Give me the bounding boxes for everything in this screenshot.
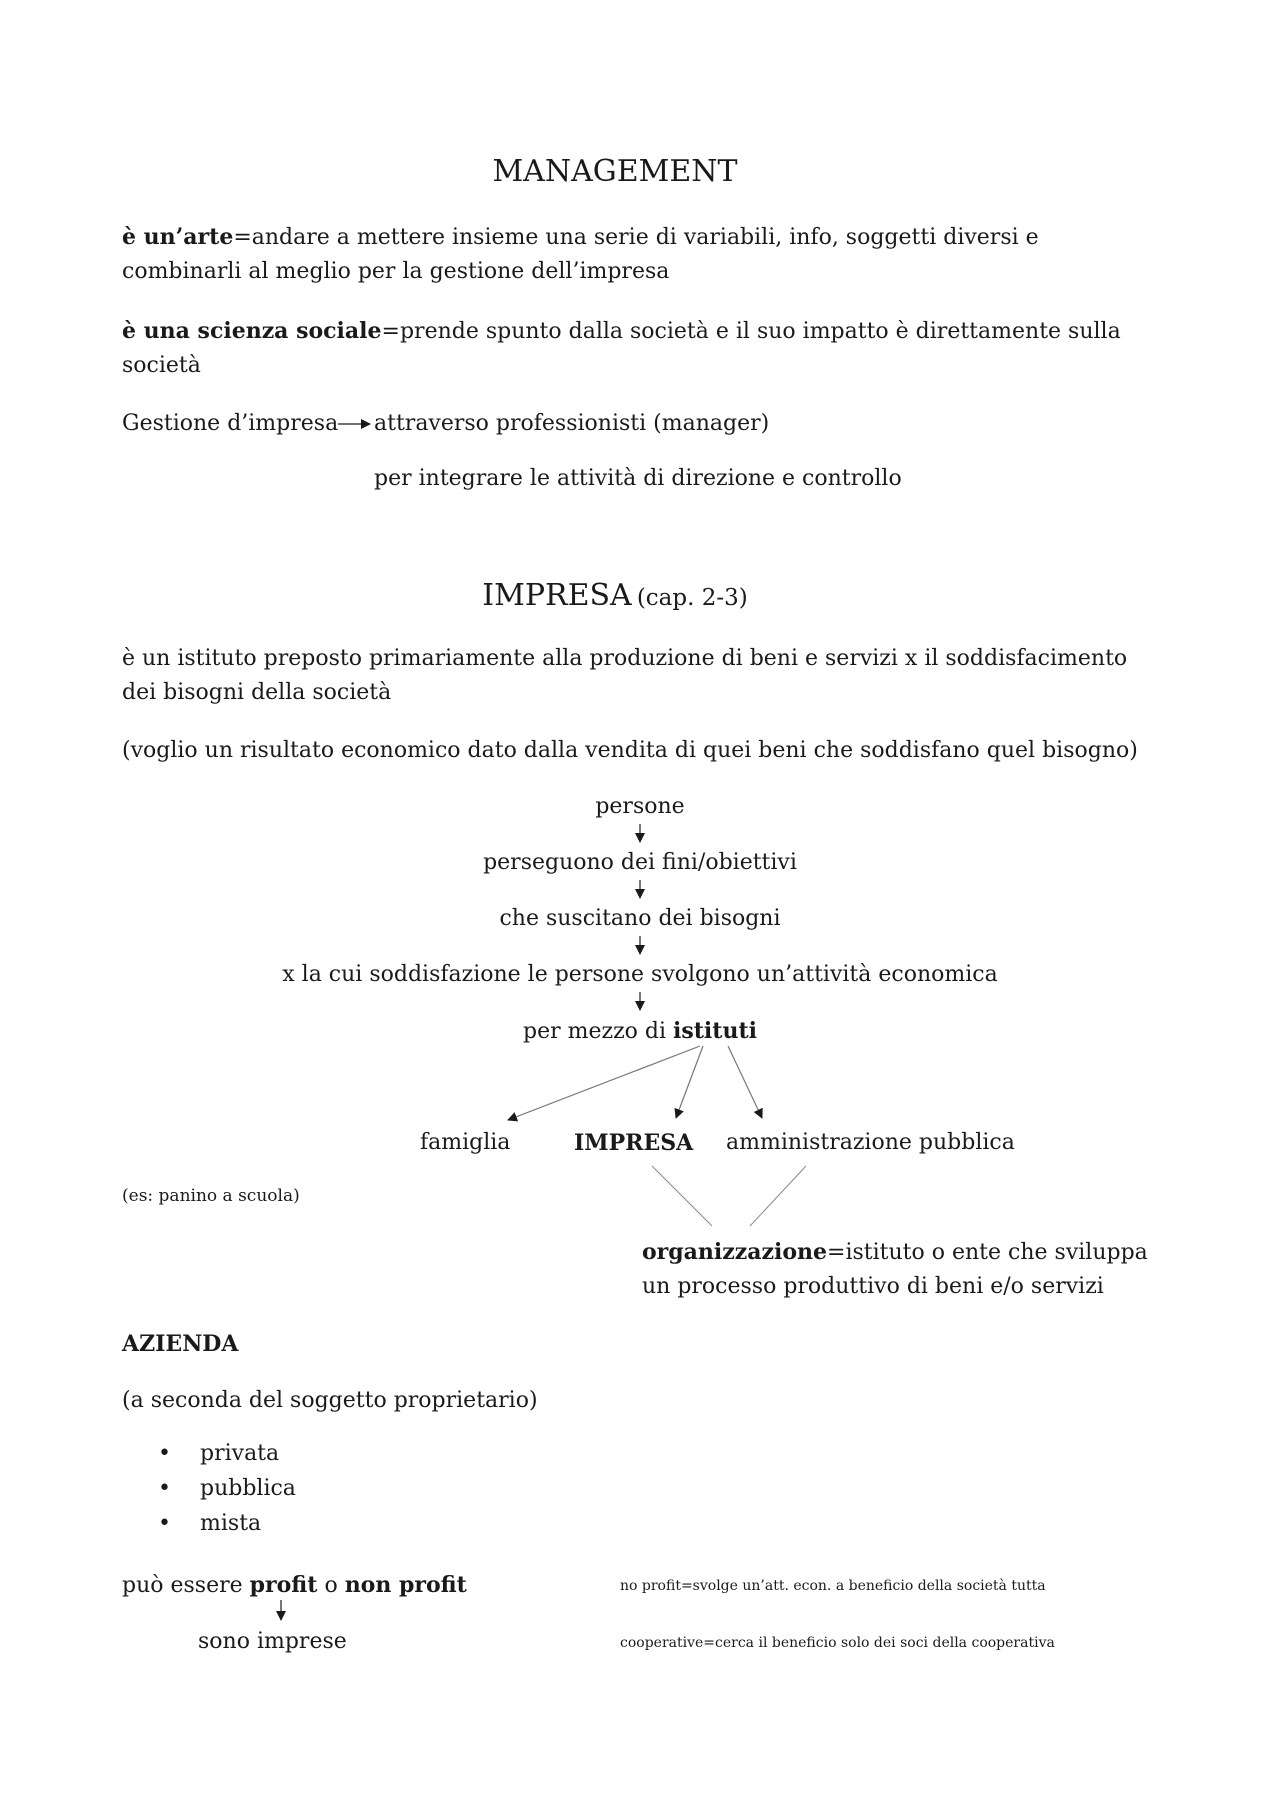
profit-word: profit bbox=[249, 1572, 318, 1598]
flow-step-fini: perseguono dei fini/obiettivi bbox=[483, 850, 797, 875]
impresa-heading bbox=[0, 578, 1230, 615]
flow-step-bisogni: che suscitano dei bisogni bbox=[499, 906, 781, 931]
impresa-definition: è un istituto preposto primariamente alla produzione di beni e servizi x il soddisfacimento dei bisogni della società bbox=[122, 646, 1128, 705]
list-item bbox=[158, 1476, 296, 1501]
non-profit-word: non profit bbox=[344, 1572, 467, 1598]
flow-step-attivita: x la cui soddisfazione le persone svolgono un’attività economica bbox=[282, 962, 998, 987]
note-no-profit: no profit=svolge un’att. econ. a beneficio della società tutta bbox=[620, 1578, 1046, 1594]
sono-imprese: sono imprese bbox=[198, 1629, 347, 1654]
branch-famiglia: famiglia bbox=[420, 1130, 511, 1155]
istituti-prefix: per mezzo di bbox=[523, 1019, 674, 1044]
type-label: mista bbox=[200, 1511, 262, 1536]
bullet-icon: • bbox=[158, 1511, 171, 1536]
arte-paragraph bbox=[122, 220, 1162, 289]
azienda-subtitle: (a seconda del soggetto proprietario) bbox=[122, 1388, 538, 1413]
management-title: MANAGEMENT bbox=[492, 154, 738, 189]
branch-impresa: IMPRESA bbox=[574, 1130, 694, 1156]
organizzazione-text-1: =istituto o ente che sviluppa bbox=[827, 1240, 1148, 1265]
list-item bbox=[158, 1441, 280, 1466]
branch-arrow-famiglia bbox=[508, 1046, 700, 1120]
scienza-label: è una scienza sociale bbox=[122, 318, 382, 344]
profit-prefix: può essere bbox=[122, 1573, 250, 1598]
organizzazione-line-2: un processo produttivo di beni e/o servizi bbox=[642, 1274, 1104, 1299]
branch-arrow-impresa bbox=[676, 1046, 703, 1118]
type-label: pubblica bbox=[200, 1476, 296, 1501]
impresa-risultato: (voglio un risultato economico dato dalla vendita di quei beni che soddisfano quel bisogno) bbox=[122, 738, 1138, 763]
scienza-text: =prende spunto dalla società e il suo impatto è direttamente sulla società bbox=[122, 319, 1121, 378]
scienza-paragraph bbox=[122, 314, 1162, 383]
gestione-label: Gestione d’impresa bbox=[122, 411, 339, 436]
esempio-note: (es: panino a scuola) bbox=[122, 1186, 300, 1206]
impresa-title: IMPRESA bbox=[482, 578, 632, 613]
profit-line bbox=[122, 1568, 467, 1603]
integrare-text: per integrare le attività di direzione e controllo bbox=[374, 466, 902, 491]
attraverso-text: attraverso professionisti (manager) bbox=[374, 411, 770, 436]
arte-label: è un’arte bbox=[122, 224, 234, 250]
azienda-title: AZIENDA bbox=[122, 1331, 239, 1357]
bullet-icon: • bbox=[158, 1476, 171, 1501]
list-item bbox=[158, 1511, 262, 1536]
bullet-icon: • bbox=[158, 1441, 171, 1466]
arte-text: =andare a mettere insieme una serie di variabili, info, soggetti diversi e combinarli al meglio per la gestione dell’impresa bbox=[122, 225, 1039, 284]
branch-arrow-amministrazione bbox=[728, 1046, 762, 1118]
flow-step-istituti bbox=[0, 1014, 1280, 1049]
connector-amministrazione bbox=[750, 1166, 806, 1226]
branch-amministrazione: amministrazione pubblica bbox=[726, 1130, 1015, 1155]
organizzazione-line-1 bbox=[642, 1235, 1148, 1270]
istituti-bold: istituti bbox=[673, 1018, 757, 1044]
flow-step-persone: persone bbox=[595, 794, 685, 819]
type-label: privata bbox=[200, 1441, 280, 1466]
profit-or: o bbox=[317, 1573, 345, 1598]
note-cooperative: cooperative=cerca il beneficio solo dei soci della cooperativa bbox=[620, 1635, 1055, 1651]
organizzazione-label: organizzazione bbox=[642, 1239, 828, 1265]
connector-impresa bbox=[652, 1166, 712, 1226]
impresa-cap: (cap. 2-3) bbox=[636, 585, 748, 611]
